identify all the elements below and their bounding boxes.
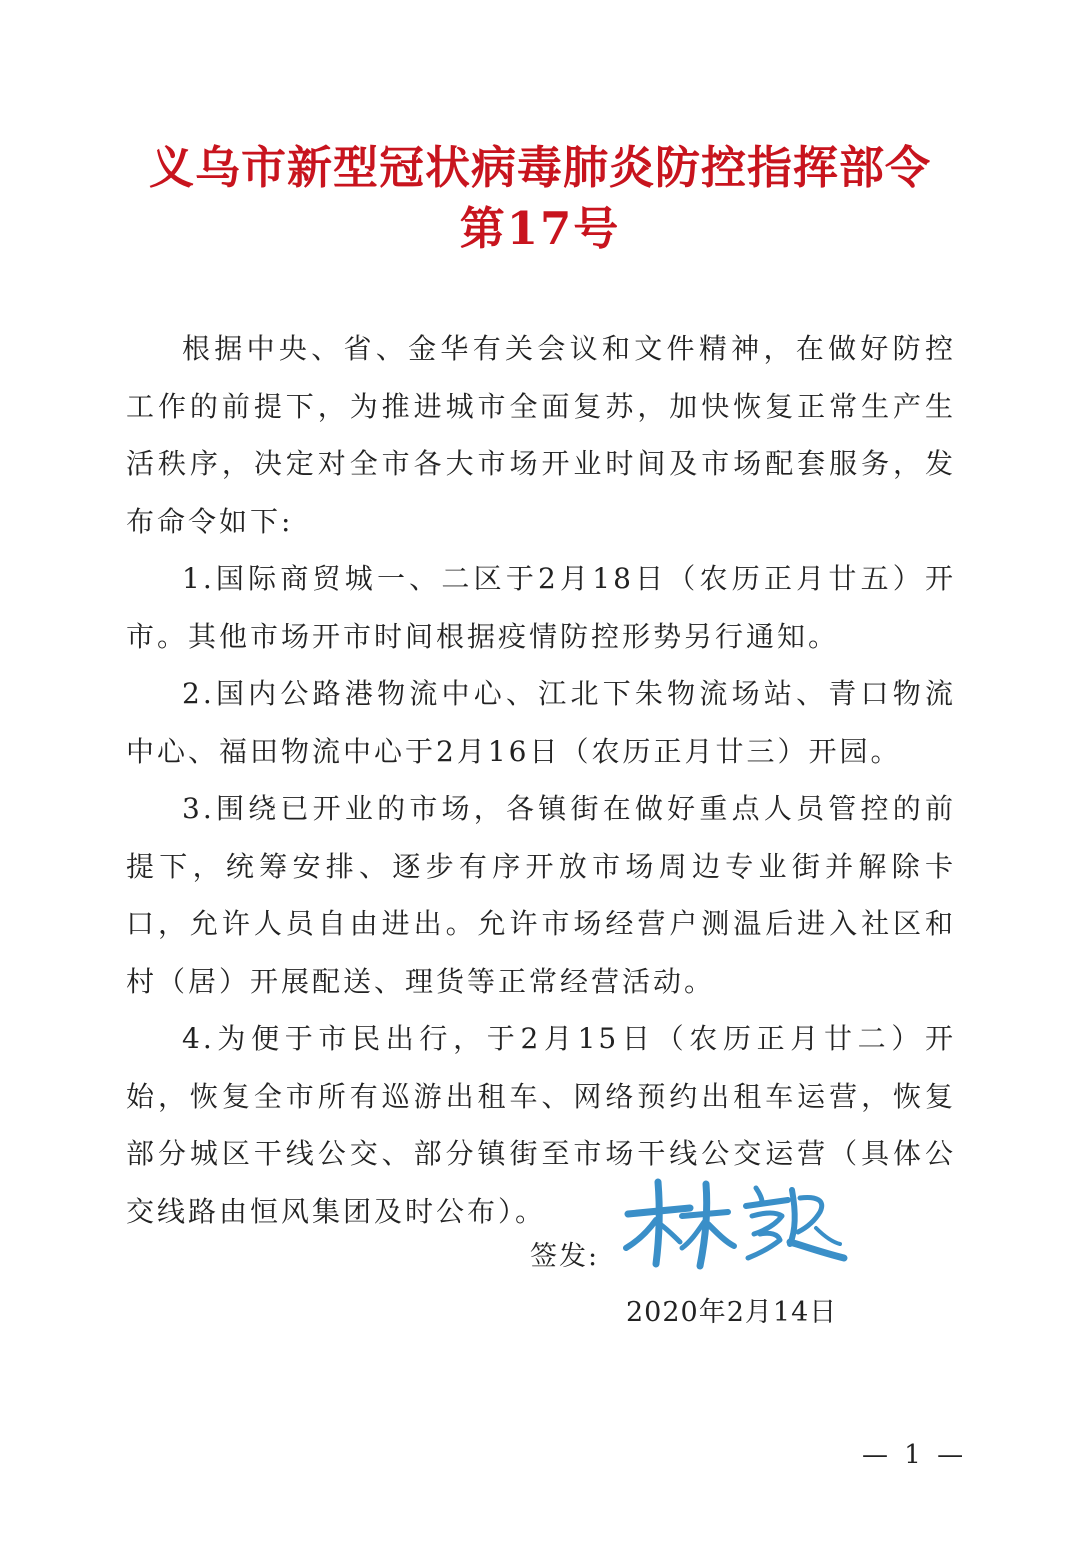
- title-line-1: 义乌市新型冠状病毒肺炎防控指挥部令: [148, 141, 931, 194]
- sign-label: 签发:: [530, 1241, 600, 1272]
- paragraph-item-3: 3.围绕已开业的市场，各镇街在做好重点人员管控的前提下，统筹安排、逐步有序开放市场周边专业街并解除卡口，允许人员自由进出。允许市场经营户测温后进入社区和村（居）开展配送、理货等正常经营活动。: [126, 792, 956, 998]
- document-title: [0, 138, 1080, 260]
- paragraph-item-1: 1.国际商贸城一、二区于2月18日（农历正月廿五）开市。其他市场开市时间根据疫情防控形势另行通知。: [126, 562, 956, 653]
- paragraph-item-2: 2.国内公路港物流中心、江北下朱物流场站、青口物流中心、福田物流中心于2月16日（农历正月廿三）开园。: [126, 677, 956, 768]
- paragraph-intro: 根据中央、省、金华有关会议和文件精神，在做好防控工作的前提下，为推进城市全面复苏，加快恢复正常生产生活秩序，决定对全市各大市场开业时间及市场配套服务，发布命令如下:: [126, 332, 956, 538]
- title-line-2: 第17号: [459, 202, 621, 255]
- document-date: 2020年2月14日: [626, 1297, 838, 1328]
- document-body: [126, 320, 956, 1240]
- paragraph-item-4: 4.为便于市民出行，于2月15日（农历正月廿二）开始，恢复全市所有巡游出租车、网络预约出租车运营，恢复部分城区干线公交、部分镇街至市场干线公交运营（具体公交线路由恒风集团及时公布）。: [126, 1022, 956, 1228]
- signature-image: [620, 1172, 850, 1272]
- handwritten-signature: [620, 1172, 850, 1272]
- page-number: — 1 —: [862, 1440, 968, 1470]
- signature-block: [530, 1172, 860, 1282]
